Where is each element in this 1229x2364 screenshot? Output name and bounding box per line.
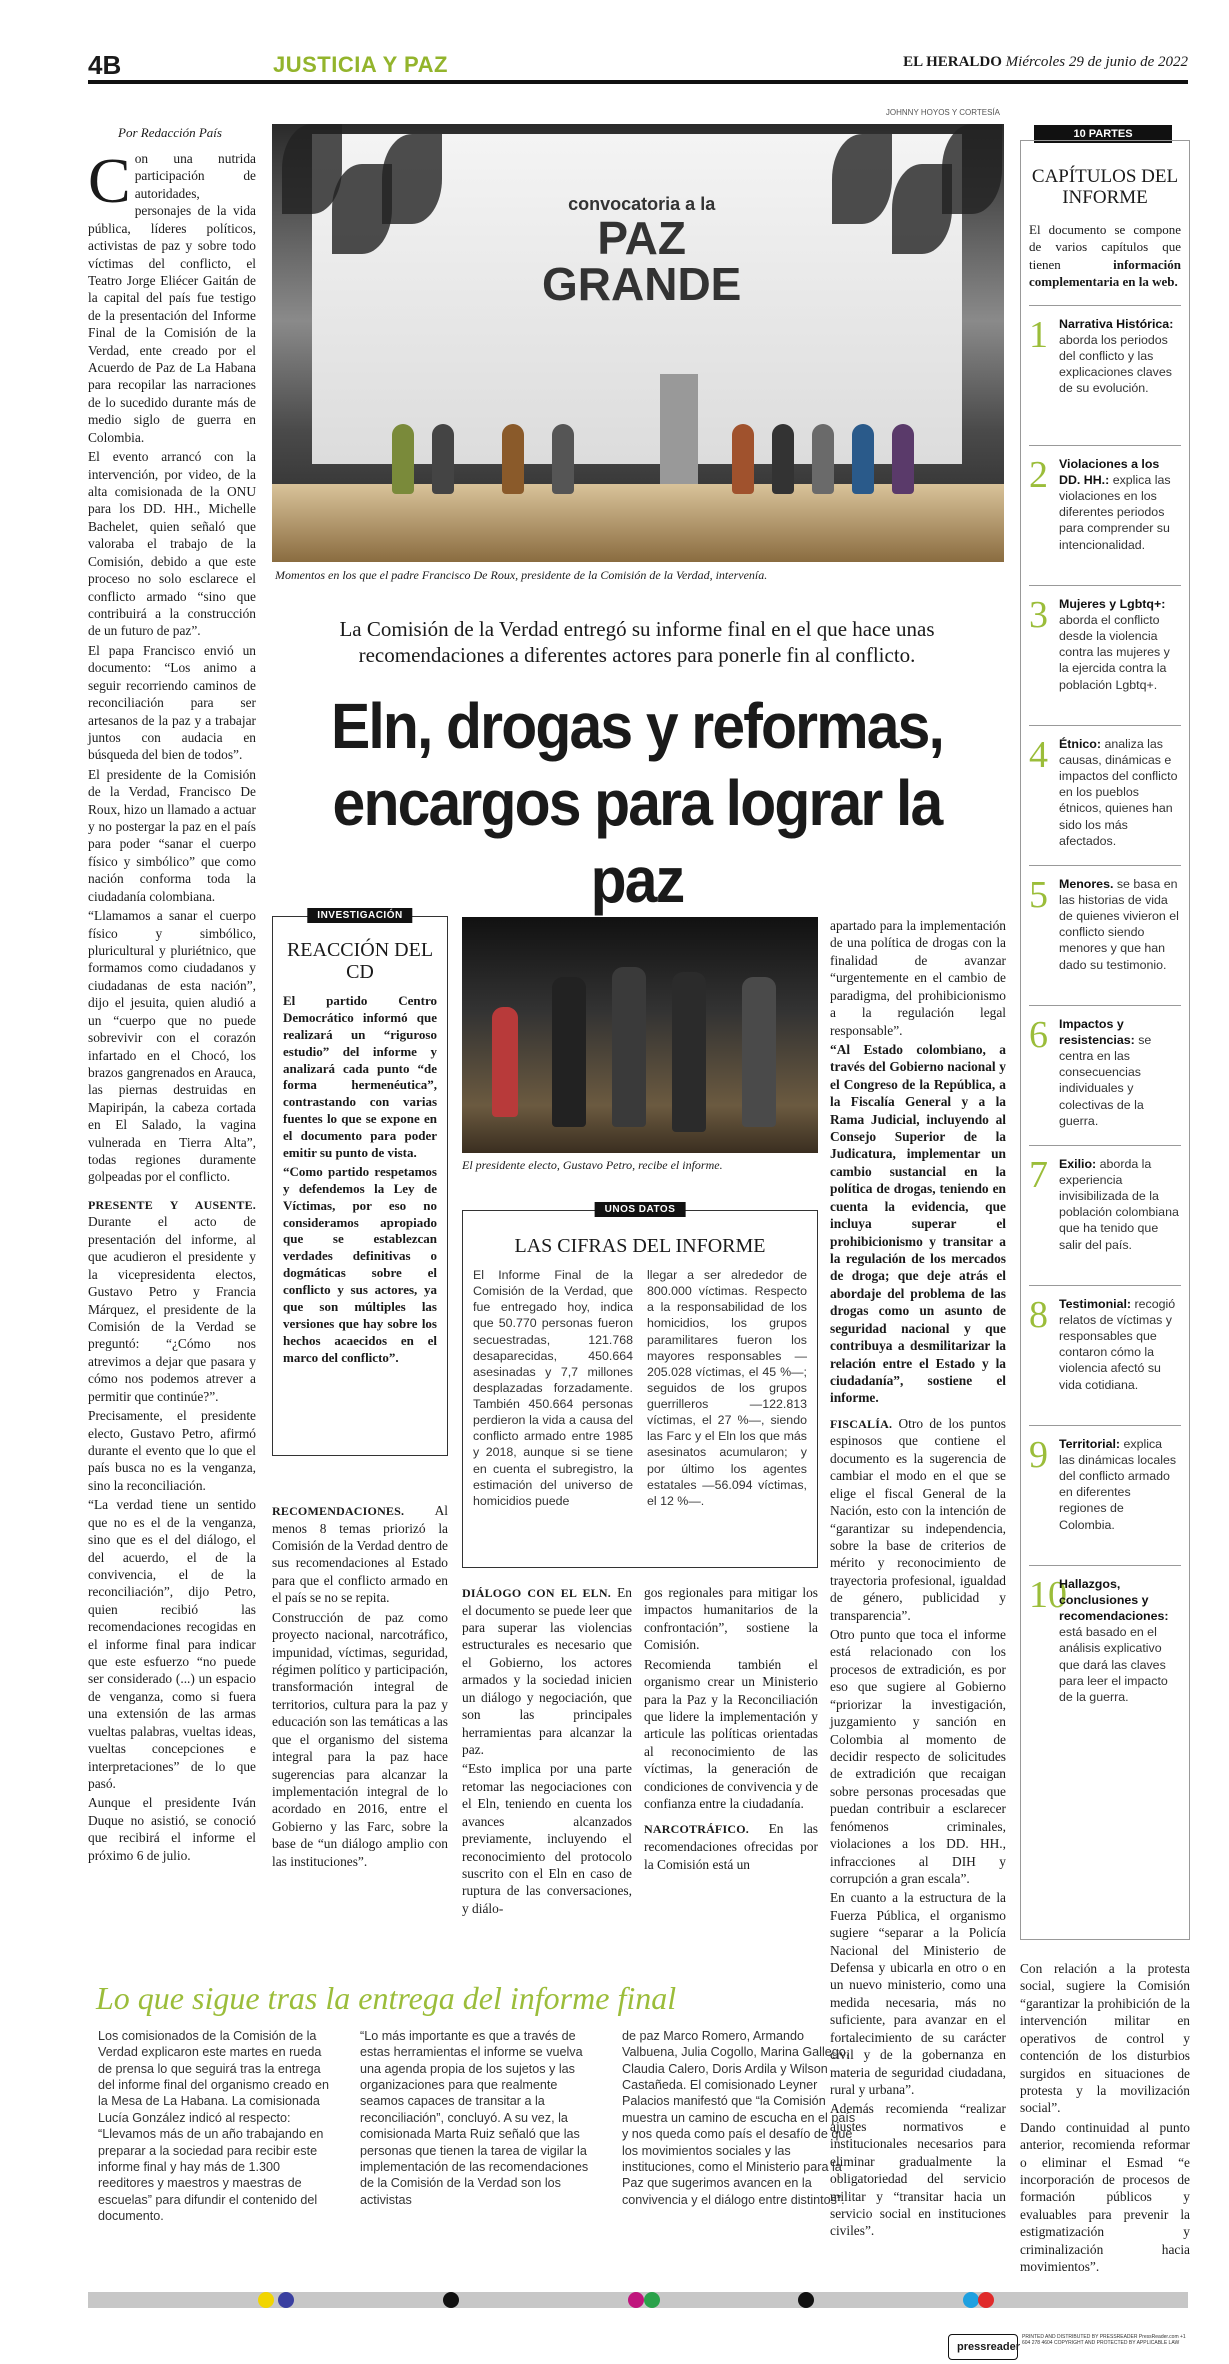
main-photo — [272, 124, 1004, 562]
paper-name: EL HERALDO — [903, 54, 1002, 70]
article-paragraph: Aunque el presidente Iván Duque no asistió, se conoció que recibirá el informe el próximo 6 de julio. — [88, 1795, 256, 1863]
chapter-number: 8 — [1029, 1293, 1048, 1336]
registration-dot — [644, 2292, 660, 2308]
person — [812, 424, 834, 494]
chapter-text — [1059, 876, 1181, 995]
article-paragraph: FISCALÍA. Otro de los puntos espinosos que contiene el documento es la sugerencia de cambiar el modo en el que se elige el fiscal General de la Nación, esto con la intención de “garantizar su independencia, sobre la base de criterios de mérito y reconocimiento de trayectoria profesional, igualdad de género, publicidad y transparencia”. — [830, 1415, 1006, 1623]
article-paragraph: PRESENTE Y AUSENTE. Durante el acto de presentación del informe, al que acudieron el presidente y la vicepresidenta electos, Gustavo Petro y Francia Márquez, el presidente de la Comisión de la Verdad se preguntó: “¿Cómo nos atrevimos a dejar que pasara y cómo nos podemos atrever a permitir que continúe?”. — [88, 1197, 256, 1404]
page-number: 4B — [88, 50, 122, 80]
chapter-item — [1029, 445, 1181, 585]
article-paragraph: “Al Estado colombiano, a través del Gobierno nacional y el Congreso de la República, a la Fiscalía General y a la Rama Judicial, incluyendo al Consejo Superior de la Judicatura, implementar un cambio sustancial en la política de drogas, teniendo en cuenta la evidencia, que incluya superar el prohibicionismo y transitar a la regulación de los mercados de droga; que deje atrás el abordaje del problema de las drogas como un asunto de seguridad nacional y que contribuya a desmilitarizar la relación entre el Estado y la ciudadanía”, sostiene el informe. — [830, 1041, 1006, 1406]
article-paragraph: Con una nutrida participación de autoridades, personajes de la vida pública, líderes políticos, activistas de paz y sobre todo víctimas del conflicto, el Teatro Jorge Eliécer Gaitán de la capital del país fue testigo de la presentación del Informe Final de la Comisión de la Verdad, ente creado por el Acuerdo de Paz de La Habana para recopilar las narraciones de lo sucedido durante más de medio siglo de guerra en Colombia. — [88, 145, 256, 445]
color-registration-bar — [88, 2292, 1188, 2308]
chapter-name: Narrativa Histórica: — [1059, 316, 1174, 331]
page-header — [88, 44, 1188, 84]
article-column-dialogo — [462, 1584, 632, 1919]
chapter-text — [1059, 596, 1181, 715]
article-paragraph: Otro punto que toca el informe está relacionado con los procesos de extradición, es por eso que sugiere al Gobierno “priorizar la investigación, juzgamiento y sanción en Colombia al momento de decidir respecto de solicitudes de extradición que recaigan sobre personas procesadas que puedan contribuir a esclarecer fenómenos criminales, violaciones a los DD. HH., infracciones al DIH y corrupción a gran escala”. — [830, 1627, 1006, 1886]
person — [552, 424, 574, 494]
chapter-name: Menores. — [1059, 876, 1114, 891]
chapter-item — [1029, 305, 1181, 445]
box-column: El Informe Final de la Comisión de la Verdad, que fue entregado hoy, indica que 50.770 personas fueron secuestradas, 121.768 desaparecidas, 450.664 asesinadas y 7,7 millones desplazadas forzadamente. También 450.664 personas perdieron la vida a causa del conflicto armado entre 1985 y 2018, aunque si se tiene en cuenta el subregistro, la estimación del universo de homicidios puede — [473, 1268, 633, 1508]
article-paragraph: Con relación a la protesta social, sugiere la Comisión “garantizar la prohibición de la intervención militar en operativos de control y contención de los disturbios surgidos en situaciones de protesta y la movilización social”. — [1020, 1961, 1190, 2116]
article-paragraph: Recomienda también el organismo crear un Ministerio para la Paz y la Reconciliación que lidere la implementación y articule las políticas orientadas al reconocimiento de las víctimas, la generación de condiciones de convivencia y de confianza entre la ciudadanía. — [644, 1656, 819, 1812]
secondary-photo — [462, 917, 818, 1153]
article-paragraph: Precisamente, el presidente electo, Gustavo Petro, afirmó durante el evento que lo que el país busca no es la venganza, sino la reconciliación. — [88, 1408, 256, 1493]
article-paragraph: “La verdad tiene un sentido que no es el de la venganza, sino que es el del diálogo, el del acuerdo, el de la convivencia, el de la reconciliación”, dijo Petro, quien recibió las recomendaciones recogidas en el informe final para indicar que este esfuerzo “no puede ser considerado (...) un espacio de venganza, como si fuera una extensión de las armas vueltas palabras, vueltas ideas, vueltas concepciones e interpretaciones” de lo que pasó. — [88, 1497, 256, 1791]
article-paragraph: DIÁLOGO CON EL ELN. En el documento se puede leer que para superar las violencias estructurales es necesario que el Gobierno, los actores armados y la sociedad inicien un diálogo y negociación, que son las principales herramientas para alcanzar la paz. — [462, 1585, 632, 1757]
chapter-number: 1 — [1029, 313, 1048, 356]
box-column: llegar a ser alrededor de 800.000 víctimas. Respecto a la responsabilidad de los homicidios, los grupos paramilitares fueron los mayores responsables —205.028 víctimas, el 45 %—; seguidos de los grupos guerrilleros —122.813 víctimas, el 27 %—, siendo las Farc y el Eln los que más asesinatos acumularon; y por último los agentes estatales —56.094 víctimas, el 12 %—. — [647, 1268, 807, 1508]
article-paragraph: apartado para la implementación de una política de drogas con la finalidad de avanzar “urgentemente en el cambio de paradigma, del prohibicionismo a la regulación legal responsable”. — [830, 918, 1006, 1038]
box-paragraph: El partido Centro Democrático informó que realizará un “riguroso estudio” del informe y analizará cada punto “de forma hermenéutica”, contrastando con varias fuentes lo que se expone en el documento para poder emitir su punto de vista. — [283, 993, 437, 1161]
pressreader-logo: pressreader — [948, 2334, 1018, 2360]
article-column-narcotrafico — [644, 1584, 818, 1875]
chapter-name: Violaciones a los DD. HH.: — [1059, 456, 1160, 488]
chapter-number: 7 — [1029, 1153, 1048, 1196]
registration-dot — [443, 2292, 459, 2308]
box-tag: UNOS DATOS — [595, 1202, 686, 1217]
chapter-description: analiza las causas, dinámicas e impactos del conflicto en los pueblos étnicos, quienes han sido los más afectados. — [1059, 736, 1178, 848]
chapter-number: 5 — [1029, 873, 1048, 916]
chapter-item — [1029, 1005, 1181, 1145]
person — [732, 424, 754, 494]
subhead: DIÁLOGO CON EL ELN. — [462, 1586, 611, 1600]
chapter-item — [1029, 1565, 1181, 1715]
photo-credit: JOHNNY HOYOS Y CORTESÍA — [885, 108, 1000, 117]
chapter-description: está basado en el análisis explicativo que dará las claves para leer el impacto de la guerra. — [1059, 1625, 1168, 1704]
photo-caption: Momentos en los que el padre Francisco De Roux, presidente de la Comisión de la Verdad, intervenía. — [275, 568, 768, 582]
box-title: REACCIÓN DEL CD — [286, 939, 434, 983]
article-paragraph: Construcción de paz como proyecto nacional, narcotráfico, impunidad, víctimas, seguridad, régimen político y participación, transformación integral de territorios, cultura para la paz y educación son las temáticas a las que el organismo del sistema integral para la paz hace sugerencias para alcanzar la implementación integral de lo acordado en 2016, entre el Gobierno y las Farc, sobre la base de “un diálogo amplio con las instituciones”. — [272, 1609, 448, 1869]
chapter-description: explica las dinámicas locales del conflicto armado en diferentes regiones de Colombia. — [1059, 1436, 1177, 1532]
print-notice: PRINTED AND DISTRIBUTED BY PRESSREADER PressReader.com +1 604 278 4604 COPYRIGHT AND PROTECTED BY APPLICABLE LAW — [1022, 2334, 1186, 2346]
sidebar-tag: 10 PARTES — [1034, 125, 1172, 143]
investigacion-box — [272, 910, 448, 1456]
person — [672, 972, 706, 1132]
chapter-name: Impactos y resistencias: — [1059, 1016, 1135, 1048]
masthead — [903, 54, 1188, 71]
registration-dot — [963, 2292, 979, 2308]
leaf-decoration — [942, 124, 1002, 214]
article-paragraph: “Llamamos a sanar el cuerpo físico y simbólico, pluricultural y pluriétnico, que formamos como ciudadanos y ciudadanas de esta nación”, dijo el jesuita, quien aludió a un “cuerpo que no puede sobrevivir con el corazón infartado en el Chocó, los brazos gangrenados en Arauca, las piernas destruidas en Mapiripán, la cabeza cortada en El Salado, la vagina vulnerada en Tierra Alta”, todas regiones duramente golpeadas por el conflicto. — [88, 908, 256, 1185]
chapter-name: Testimonial: — [1059, 1296, 1132, 1311]
registration-dot — [978, 2292, 994, 2308]
subhead: FISCALÍA. — [830, 1416, 893, 1431]
headline-line: encargos para lograr la paz — [332, 766, 942, 916]
chapter-text — [1059, 456, 1181, 575]
sidebar-intro: El documento se compone de varios capítulos que tienen información complementaria en la web. — [1029, 221, 1181, 290]
person — [892, 424, 914, 494]
chapter-item — [1029, 1425, 1181, 1565]
person — [612, 967, 646, 1127]
photo-caption: El presidente electo, Gustavo Petro, recibe el informe. — [462, 1158, 723, 1172]
chapter-description: se basa en las historias de vida de quienes vivieron el conflicto siendo menores y que han dado su testimonio. — [1059, 876, 1179, 972]
box-title: LAS CIFRAS DEL INFORME — [514, 1235, 766, 1257]
stage-floor — [272, 484, 1004, 562]
byline: Por Redacción País — [118, 125, 222, 140]
chapter-description: aborda el conflicto desde la violencia contra las mujeres y la ejercida contra la población Lgbtq+. — [1059, 613, 1170, 692]
article-paragraph: Además recomienda “realizar ajustes normativos e institucionales necesarios para eliminar gradualmente la obligatoriedad del servicio militar y “transitar hacia un servicio social en instituciones civiles”. — [830, 2101, 1006, 2239]
screen-line: GRANDE — [542, 258, 742, 310]
story-column: “Lo más importante es que a través de estas herramientas el informe se vuelva una agenda propia de los sujetos y las organizaciones para que realmente seamos capaces de transitar a la reconciliación”, concluyó. A su vez, la comisionada Marta Ruiz señaló que las personas que tienen la tarea de vigilar la implementación de las recomendaciones de la Comisión de la Verdad son los activistas — [360, 2029, 589, 2207]
chapter-text — [1059, 1436, 1181, 1555]
chapter-text — [1059, 316, 1181, 435]
story-column: Los comisionados de la Comisión de la Verdad explicaron este martes en rueda de prensa lo que seguirá tras la entrega del informe final del organismo creado en la Mesa de La Habana. La comisionada Lucía González indicó al respecto: “Llevamos más de un año trabajando en preparar a la sociedad para recibir este informe final y hay más de 1.300 reeditores y maestros y maestras de escuelas” para difundir el contenido del documento. — [98, 2029, 330, 2223]
chapter-name: Étnico: — [1059, 736, 1101, 751]
cifras-box — [462, 1204, 818, 1568]
article-paragraph: RECOMENDACIONES. Al menos 8 temas priorizó la Comisión de la Verdad dentro de sus recomendaciones al Estado para que el conflicto armado en el país se no se repita. — [272, 1503, 448, 1606]
headline — [301, 688, 973, 918]
chapter-number: 3 — [1029, 593, 1048, 636]
person — [552, 977, 586, 1127]
article-column-recomendaciones — [272, 1502, 448, 1872]
subhead: NARCOTRÁFICO. — [644, 1822, 749, 1837]
chapter-name: Territorial: — [1059, 1436, 1121, 1451]
article-paragraph: gos regionales para mitigar los impactos humanitarios de la confrontación”, sostiene la Comisión. — [644, 1585, 818, 1653]
headline-line: Eln, drogas y reformas, — [330, 690, 944, 762]
sidebar-title: CAPÍTULOS DEL INFORME — [1031, 166, 1179, 208]
person — [492, 1007, 518, 1117]
chapter-item — [1029, 865, 1181, 1005]
chapter-item — [1029, 1285, 1181, 1425]
secondary-headline: Lo que sigue tras la entrega del informe final — [96, 1980, 677, 2016]
drop-cap: C — [88, 145, 131, 216]
chapter-text — [1059, 1296, 1181, 1415]
article-paragraph: Dando continuidad al punto anterior, recomienda reformar o eliminar el Esmad “e incorporación de procesos de formación públicos y evaluables para prevenir la estigmatización y criminalización hacia movimientos”. — [1020, 2119, 1190, 2275]
chapter-item — [1029, 725, 1181, 865]
chapter-description: recogió relatos de víctimas y responsables que contaron cómo la violencia afectó su vida cotidiana. — [1059, 1296, 1176, 1392]
article-paragraph: El evento arrancó con la intervención, por video, de la alta comisionada de la ONU para los DD. HH., Michelle Bachelet, quien señaló que valoraba el trabajo de la Comisión, debido a que este proceso no solo esclarece el conflicto armado “sino que contribuirá a la construcción de un futuro de paz”. — [88, 449, 256, 639]
chapter-text — [1059, 1016, 1181, 1135]
person — [502, 424, 524, 494]
article-paragraph: El papa Francisco envió un documento: “Los animo a seguir recorriendo caminos de reconciliación para ser artesanos de la paz y a trabajar juntos con audacia en búsqueda del bien de todos”. — [88, 642, 256, 763]
subhead: RECOMENDACIONES. — [272, 1504, 405, 1518]
article-paragraph: En cuanto a la estructura de la Fuerza Pública, el organismo sugiere “separar a la Policía Nacional del Ministerio de Defensa y ubicarla en otro o en un nuevo ministerio, como una medida necesaria, más no suficiente, para avanzar en el fortalecimiento de su carácter civil y de la gobernanza en materia de seguridad ciudadana, rural y urbana”. — [830, 1890, 1006, 2098]
chapter-description: se centra en las consecuencias individuales y colectivas de la guerra. — [1059, 1033, 1152, 1128]
chapter-text — [1059, 736, 1181, 855]
registration-dot — [258, 2292, 274, 2308]
section-title: JUSTICIA Y PAZ — [273, 52, 448, 77]
chapter-number: 6 — [1029, 1013, 1048, 1056]
registration-dot — [278, 2292, 294, 2308]
person — [852, 424, 874, 494]
chapter-name: Mujeres y Lgbtq+: — [1059, 596, 1166, 611]
chapter-description: explica las violaciones en los diferentes periodos para comprender su intencionalidad. — [1059, 473, 1171, 552]
chapter-number: 9 — [1029, 1433, 1048, 1476]
article-column-end — [1020, 1960, 1190, 2278]
article-paragraph: El presidente de la Comisión de la Verdad, Francisco De Roux, hizo un llamado a actuar y no postergar la paz en el país para poder “sanar el cuerpo físico y simbólico” que como nación conforma toda la ciudadanía colombiana. — [88, 766, 256, 904]
issue-date: Miércoles 29 de junio de 2022 — [1005, 54, 1188, 70]
chapter-number: 10 — [1029, 1573, 1067, 1616]
article-column-right — [830, 917, 1006, 2239]
chapter-item — [1029, 585, 1181, 725]
chapter-description: aborda la experiencia invisibilizada de la población colombiana que ha tenido que salir del país. — [1059, 1156, 1179, 1252]
box-paragraph: “Como partido respetamos y defendemos la Ley de Víctimas, por eso no consideramos apropiado que se establezcan verdades definitivas o dogmáticas sobre el conflicto y sus actores, ya que son múltiples las versiones que hay sobre los hechos acaecidos en el marco del conflicto”. — [283, 1163, 437, 1365]
chapter-name: Hallazgos, conclusiones y recomendaciones: — [1059, 1576, 1169, 1624]
chapter-text — [1059, 1156, 1181, 1275]
registration-dot — [628, 2292, 644, 2308]
lectern — [660, 374, 698, 484]
chapter-number: 4 — [1029, 733, 1048, 776]
screen-title — [542, 194, 742, 310]
leaf-decoration — [832, 134, 892, 224]
screen-line: PAZ — [597, 212, 686, 264]
chapter-description: aborda los periodos del conflicto y las explicaciones claves de su evolución. — [1059, 333, 1172, 396]
deck: La Comisión de la Verdad entregó su informe final en el que hace unas recomendaciones a diferentes actores para ponerle fin al conflicto. — [339, 617, 935, 668]
secondary-story — [98, 2028, 1006, 2224]
person — [742, 977, 776, 1127]
chapter-text — [1059, 1576, 1181, 1705]
registration-dot — [798, 2292, 814, 2308]
story-column: de paz Marco Romero, Armando Valbuena, Julia Cogollo, Marina Gallego, Claudia Calero, Doris Ardila y Wilson Castañeda. El comisionado Leyner Palacios manifestó que “la Comisión muestra un camino de escucha en el país y nos queda como país el desafío de que los movimientos sociales y las instituciones, como el Ministerio para la Paz que sugerimos avancen en la convivencia y el diálogo entre distintos”. — [622, 2029, 856, 2207]
chapter-number: 2 — [1029, 453, 1048, 496]
screen-line: convocatoria a la — [568, 194, 716, 214]
chapter-name: Exilio: — [1059, 1156, 1097, 1171]
leaf-decoration — [382, 134, 442, 224]
person — [432, 424, 454, 494]
person — [392, 424, 414, 494]
subhead: PRESENTE Y AUSENTE. — [88, 1197, 256, 1212]
person — [772, 424, 794, 494]
article-paragraph: “Esto implica por una parte retomar las negociaciones con el Eln, teniendo en cuenta los avances alcanzados previamente, incluyendo el reconocimiento del protocolo suscrito con el Eln en caso de ruptura de las conversaciones, y diálo- — [462, 1761, 632, 1916]
chapters-sidebar — [1020, 140, 1190, 1940]
article-paragraph: NARCOTRÁFICO. En las recomendaciones ofrecidas por la Comisión está un — [644, 1821, 818, 1872]
box-tag: INVESTIGACIÓN — [307, 908, 412, 923]
chapter-item — [1029, 1145, 1181, 1285]
article-column-1 — [88, 145, 256, 1950]
